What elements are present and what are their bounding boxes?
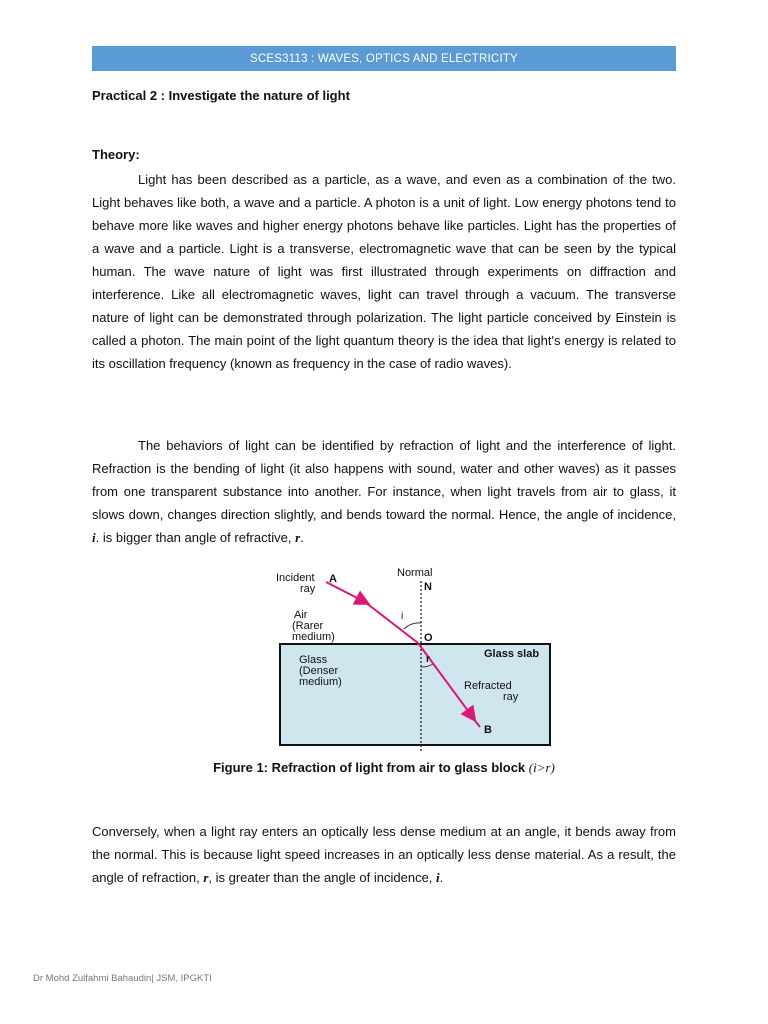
symbol-r: r: [295, 530, 301, 545]
symbol-i-2: i: [436, 870, 440, 885]
symbol-i: i: [92, 530, 96, 545]
symbol-r-2: r: [203, 870, 209, 885]
point-n-label: N: [424, 581, 432, 593]
figure-caption: [92, 760, 676, 776]
paragraph-2-end: .: [300, 530, 304, 545]
refraction-diagram: [266, 557, 570, 753]
paragraph-2-mid: . is bigger than angle of refractive,: [95, 530, 292, 545]
paragraph-3-text: Conversely, when a light ray enters an optically less dense medium at an angle, it bends away from the normal. This is because light speed increases in an optically less dense material. As a result, the angle of refraction,: [92, 824, 676, 885]
glass-label-2: (Denser: [299, 665, 339, 677]
refracted-label-2: ray: [503, 691, 519, 703]
figure-caption-text: Figure 1: Refraction of light from air to glass block: [213, 760, 526, 775]
theory-paragraph-1: Light has been described as a particle, as a wave, and even as a combination of the two. Light behaves like both, a wave and a particle. A photon is a unit of light. Low energy photons tend to behave more like waves and higher energy photons behave like particles. Light has the properties of a wave and a particle. Light is a transverse, electromagnetic wave that can be seen by the typical human. The wave nature of light was first illustrated through experiments on diffraction and interference. Like all electromagnetic waves, light can travel through a vacuum. The transverse nature of light can be demonstrated through polarization. The light particle conceived by Einstein is called a photon. The main point of the light quantum theory is the idea that light's energy is related to its oscillation frequency (known as frequency in the case of radio waves).: [92, 172, 676, 371]
point-a-label: A: [329, 573, 337, 585]
figure-caption-condition: (i>r): [528, 760, 555, 775]
practical-title: Practical 2 : Investigate the nature of light: [92, 88, 350, 103]
page-footer: Dr Mohd Zulfahmi Bahaudin| JSM, IPGKTI: [33, 973, 212, 984]
theory-paragraph-2: [92, 434, 676, 549]
normal-label: Normal: [397, 567, 433, 579]
paragraph-2-text: The behaviors of light can be identified by refraction of light and the interference of light. Refraction is the bending of light (it also happens with sound, water and other waves) as it passes from one transparent substance into another. For instance, when light travels from air to glass, it slows down, changes direction slightly, and bends toward the normal. Hence, the angle of incidence,: [92, 438, 676, 522]
paragraph-3-end: .: [439, 870, 444, 885]
refraction-figure: [266, 557, 570, 753]
glass-label-1: Glass: [299, 654, 328, 666]
theory-heading: Theory:: [92, 147, 140, 162]
glass-label-3: medium): [299, 676, 342, 688]
incident-label-1: Incident: [276, 572, 315, 584]
air-label-2: (Rarer: [292, 620, 324, 632]
angle-r-label: r: [426, 654, 430, 665]
incident-label-2: ray: [300, 583, 316, 595]
theory-paragraph-3: [92, 820, 676, 889]
course-header: [92, 46, 676, 71]
course-title: SCES3113 : WAVES, OPTICS AND ELECTRICITY: [250, 52, 518, 65]
point-b-label: B: [484, 724, 492, 736]
air-label-1: Air: [294, 609, 308, 621]
refracted-label-1: Refracted: [464, 680, 512, 692]
paragraph-3-mid: , is greater than the angle of incidence,: [208, 870, 433, 885]
air-label-3: medium): [292, 631, 335, 643]
glass-slab-label: Glass slab: [484, 648, 540, 660]
point-o-label: O: [424, 632, 433, 644]
angle-i-label: i: [401, 611, 404, 622]
